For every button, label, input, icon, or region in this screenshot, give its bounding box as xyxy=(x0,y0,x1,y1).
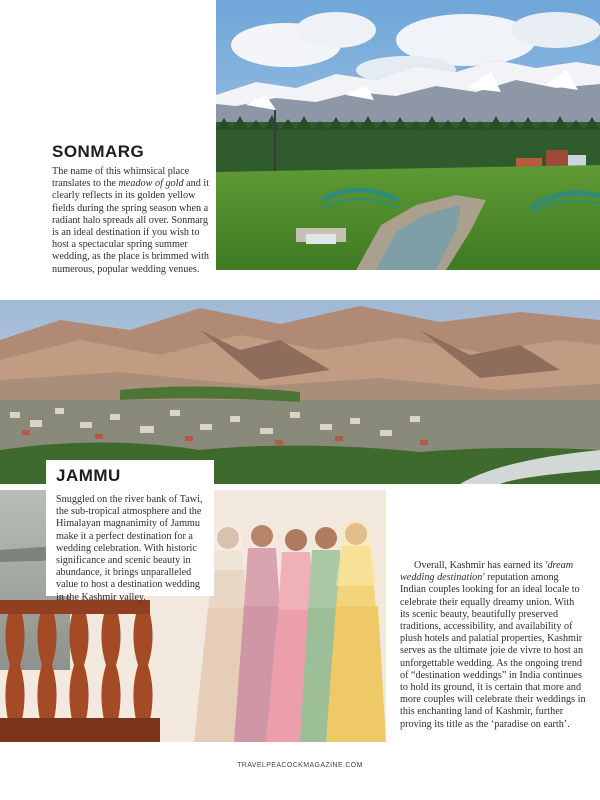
sonmarg-text-part: The name of this whimsical place translates to the xyxy=(52,166,190,190)
sonmarg-heading: SONMARG xyxy=(52,142,145,161)
footer-website-url: TRAVELPEACOCKMAGAZINE.COM xyxy=(237,762,363,769)
jammu-paragraph: Snuggled on the river bank of Tawi, the sub-tropical atmosphere and the Himalayan magnanimity of Jammu make it a perfect destination for a wedding celebration. With historic significance and scenic beauty in abundance, it brings unparalleled value to host a destination wedding in the Kashmir valley. xyxy=(56,494,203,603)
overall-text-part: Overall, Kashmir has earned its xyxy=(414,560,546,571)
jammu-heading: JAMMU xyxy=(56,466,121,485)
overall-text-part: reputation among Indian couples looking for an ideal locale to celebrate their equally dreamy union. With its scenic beauty, beautifully preserved traditions, accessibility, and availability of plush hotels and palatial properties, Kashmir serves as the ultimate joie de vivre to host an unforgettable wedding. As the ongoing trend of “destination weddings” in India continues to hold its ground, it is certain that more and more couples will celebrate their weddings in this enchanting land of Kashmir, further proving its title as the ‘paradise on earth’. xyxy=(400,572,586,730)
sonmarg-photo xyxy=(216,0,600,270)
sonmarg-text-italic: meadow of gold xyxy=(118,178,184,190)
jammu-photo xyxy=(0,300,600,484)
jammu-valley-illustration xyxy=(0,300,600,484)
sonmarg-text-part: and it clearly reflects in its golden yellow fields during the spring season when a radiant halo spreads all over. Sonmarg is an ideal destination if you wish to host a spectacular spring summer wedding, as the place is brimmed with numerous, popular wedding venues. xyxy=(52,178,210,275)
overall-paragraph xyxy=(400,560,586,731)
sonmarg-paragraph xyxy=(52,166,214,276)
sonmarg-meadow-illustration xyxy=(216,0,600,270)
overall-text-italic: 'dream wedding destination' xyxy=(400,560,574,584)
